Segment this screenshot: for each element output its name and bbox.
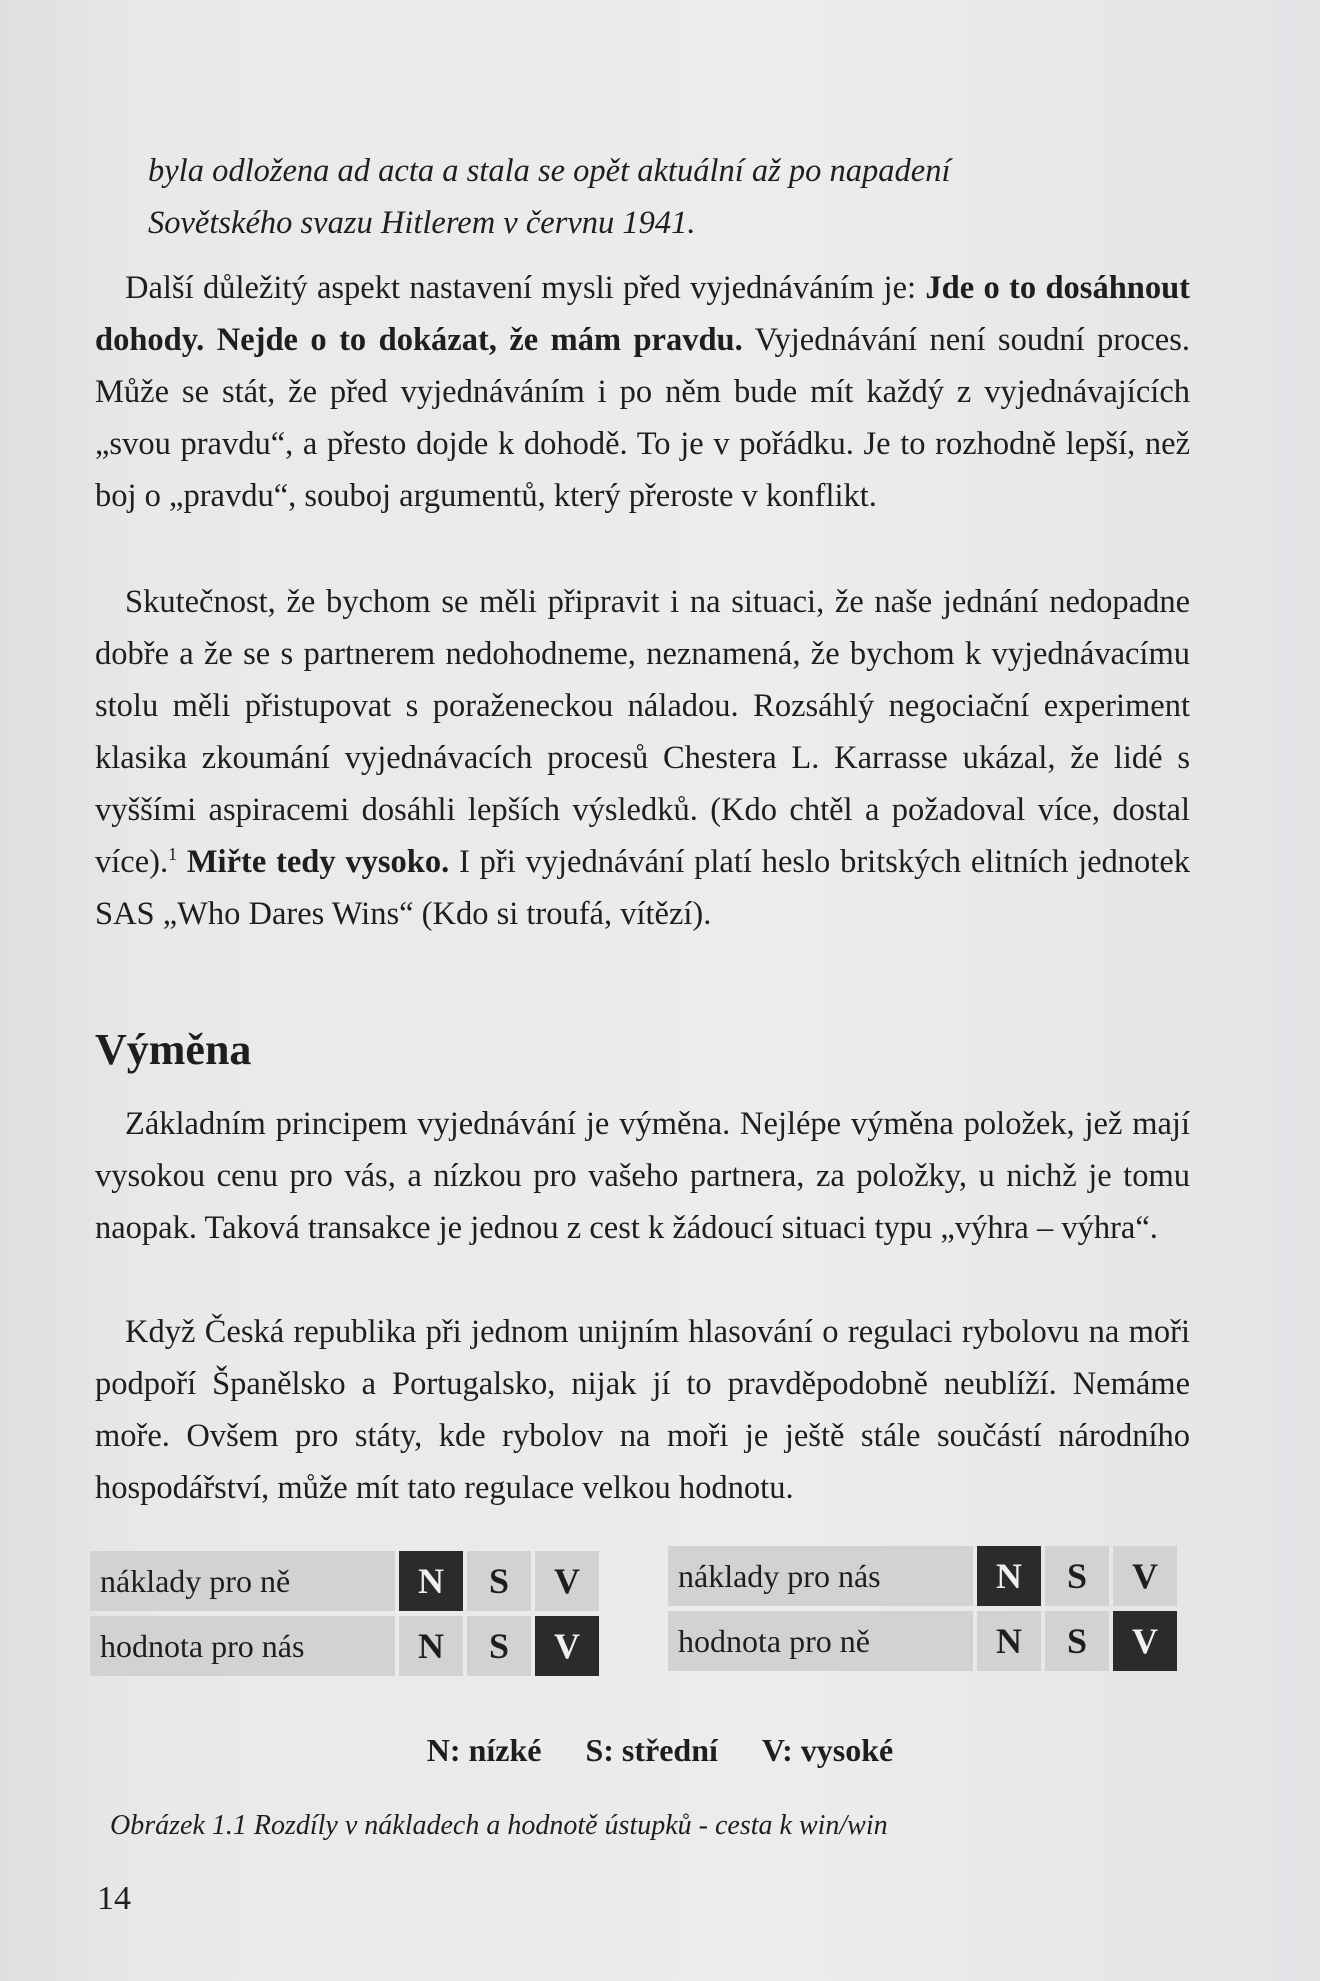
- paragraph-2-bold: Miřte tedy vysoko.: [186, 844, 450, 880]
- table-row: [668, 1611, 1177, 1671]
- paragraph-3: [95, 1098, 1190, 1254]
- cell-s: S: [467, 1616, 531, 1676]
- paragraph-4: [95, 1306, 1190, 1514]
- quote-line-1: byla odložena ad acta a stala se opět aktuální až po napadení: [148, 153, 951, 189]
- section-heading: Výměna: [95, 1025, 252, 1074]
- legend: [0, 1732, 1320, 1769]
- row-label: náklady pro nás: [668, 1546, 973, 1606]
- cell-v: V: [1113, 1611, 1177, 1671]
- cell-n: N: [399, 1551, 463, 1611]
- footnote-marker: 1: [168, 844, 178, 865]
- cell-v: V: [535, 1551, 599, 1611]
- paragraph-1-text-a: Další důležitý aspekt nastavení mysli před vyjednáváním je:: [125, 270, 926, 306]
- page-number: 14: [97, 1880, 131, 1917]
- cell-n: N: [977, 1546, 1041, 1606]
- table-row: [90, 1551, 599, 1611]
- row-label: hodnota pro ně: [668, 1611, 973, 1671]
- paragraph-2: [95, 576, 1190, 940]
- paragraph-2-text-a: Skutečnost, že bychom se měli připravit i na situaci, že naše jednání nedopadne dobře a že se s partnerem nedohodneme, neznamená, že bychom k vyjednávacímu stolu měli přistupovat s poraženeckou náladou. Rozsáhlý negociační experiment klasika zkoumání vyjednávacích procesů Chestera L. Karrasse ukázal, že lidé s vyššími aspiracemi dosáhli lepších výsledků. (Kdo chtěl a požadoval více, dostal více).: [95, 584, 1190, 880]
- cell-n: N: [977, 1611, 1041, 1671]
- paragraph-1-text-b: Vyjednávání není soudní proces. Může se stát, že před vyjednáváním i po něm bude mít každý z vyjednávajících „svou pravdu“, a přesto dojde k dohodě. To je v pořádku. Je to rozhodně lepší, než boj o „pravdu“, souboj argumentů, který přeroste v konflikt.: [95, 322, 1190, 514]
- legend-v: V: vysoké: [761, 1732, 894, 1768]
- paragraph-4-text: Když Česká republika při jednom unijním hlasování o regulaci rybolovu na moři podpoří Španělsko a Portugalsko, nijak jí to pravděpodobně neublíží. Nemáme moře. Ovšem pro státy, kde rybolov na moři je ještě stále součástí národního hospodářství, může mít tato regulace velkou hodnotu.: [95, 1314, 1190, 1506]
- figure-caption: Obrázek 1.1 Rozdíly v nákladech a hodnotě ústupků - cesta k win/win: [110, 1810, 888, 1841]
- paragraph-3-text: Základním principem vyjednávání je výměna. Nejlépe výměna položek, jež mají vysokou cenu pro vás, a nízkou pro vašeho partnera, za položky, u nichž je tomu naopak. Taková transakce je jednou z cest k žádoucí situaci typu „výhra – výhra“.: [95, 1106, 1190, 1246]
- paragraph-2-text-b: I při vyjednávání platí heslo britských elitních jednotek SAS „Who Dares Wins“ (Kdo si troufá, vítězí).: [95, 844, 1190, 932]
- legend-n: N: nízké: [426, 1732, 542, 1768]
- paragraph-1-bold: Jde o to dosáhnout dohody. Nejde o to dokázat, že mám pravdu.: [95, 270, 1190, 358]
- row-label: hodnota pro nás: [90, 1616, 395, 1676]
- cell-n: N: [399, 1616, 463, 1676]
- table-row: [668, 1546, 1177, 1606]
- cost-value-table-right: [664, 1541, 1181, 1676]
- row-label: náklady pro ně: [90, 1551, 395, 1611]
- cell-s: S: [1045, 1611, 1109, 1671]
- cell-s: S: [467, 1551, 531, 1611]
- cell-s: S: [1045, 1546, 1109, 1606]
- legend-s: S: střední: [585, 1732, 718, 1768]
- cell-v: V: [1113, 1546, 1177, 1606]
- paragraph-1: [95, 262, 1190, 522]
- quote-line-2: Sovětského svazu Hitlerem v červnu 1941.: [148, 205, 696, 241]
- cell-v: V: [535, 1616, 599, 1676]
- cost-value-table-left: [86, 1546, 603, 1681]
- table-row: [90, 1616, 599, 1676]
